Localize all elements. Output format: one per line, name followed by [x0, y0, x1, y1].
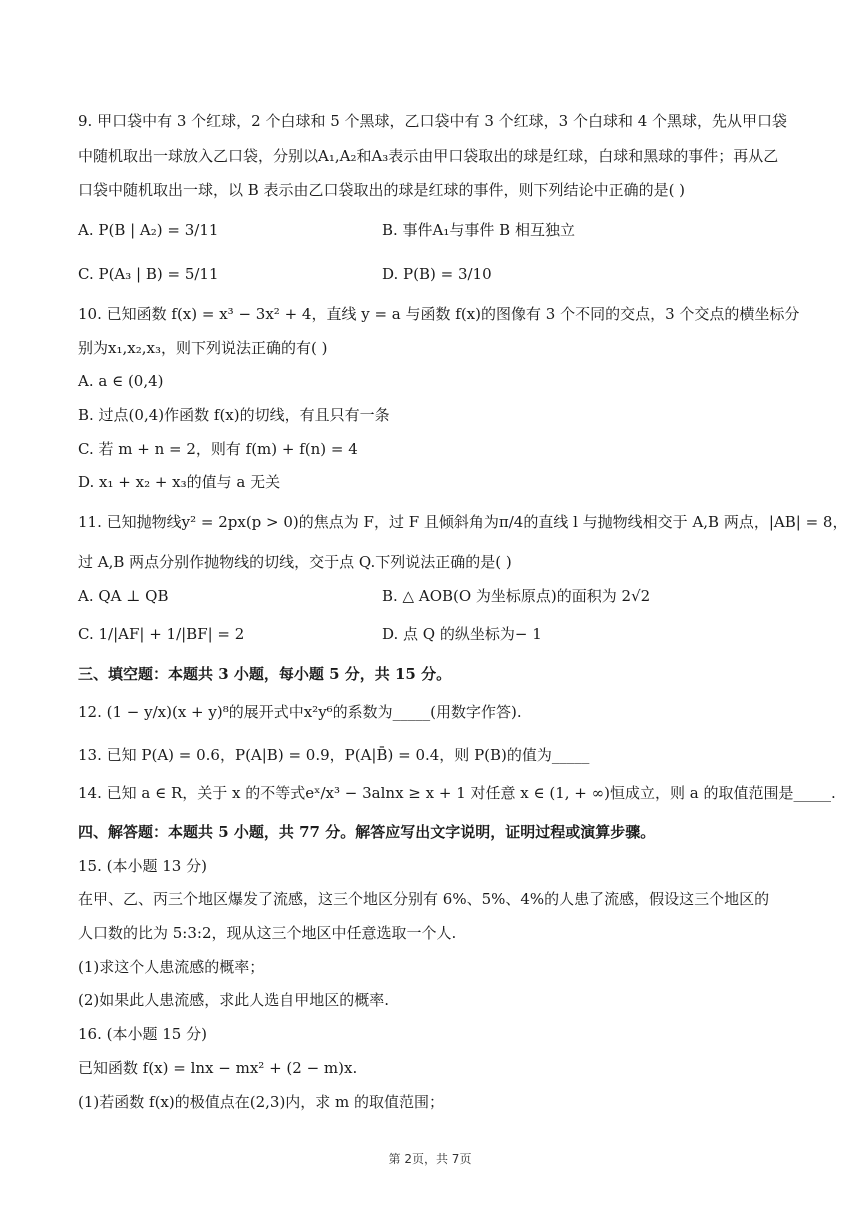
q15-heading: 15. (本小题 13 分) — [78, 857, 207, 875]
q16-line-1: 已知函数 f(x) = lnx − mx² + (2 − m)x. — [78, 1059, 358, 1077]
q15-part-1: (1)求这个人患流感的概率； — [78, 958, 265, 976]
section-4-heading: 四、解答题：本题共 5 小题，共 77 分。解答应写出文字说明，证明过程或演算步骤。 — [78, 823, 656, 841]
q13-line: 13. 已知 P(A) = 0.6，P(A|B) = 0.9，P(A|B̄) = 0.4，则 P(B)的值为_____ — [78, 746, 590, 764]
q11-option-a: A. QA ⊥ QB — [78, 587, 169, 605]
q10-line-1: 10. 已知函数 f(x) = x³ − 3x² + 4，直线 y = a 与函数 f(x)的图像有 3 个不同的交点，3 个交点的横坐标分 — [78, 305, 800, 323]
q15-line-2: 人口数的比为 5:3:2，现从这三个地区中任意选取一个人. — [78, 924, 457, 942]
section-3-heading: 三、填空题：本题共 3 小题，每小题 5 分，共 15 分。 — [78, 665, 452, 683]
q9-line-3: 口袋中随机取出一球，以 B 表示由乙口袋取出的球是红球的事件，则下列结论中正确的是( ) — [78, 181, 686, 199]
q11-line-2: 过 A,B 两点分别作抛物线的切线，交于点 Q.下列说法正确的是( ) — [78, 553, 512, 571]
q10-option-c: C. 若 m + n = 2，则有 f(m) + f(n) = 4 — [78, 440, 358, 458]
q10-option-a: A. a ∈ (0,4) — [78, 372, 164, 390]
q10-option-b: B. 过点(0,4)作函数 f(x)的切线，有且只有一条 — [78, 406, 390, 424]
q9-line-2: 中随机取出一球放入乙口袋，分别以A₁,A₂和A₃表示由甲口袋取出的球是红球，白球和黑球的事件；再从乙 — [78, 147, 779, 165]
q11-line-1: 11. 已知抛物线y² = 2px(p > 0)的焦点为 F，过 F 且倾斜角为π/4的直线 l 与抛物线相交于 A,B 两点，|AB| = 8， — [78, 513, 848, 531]
q15-line-1: 在甲、乙、丙三个地区爆发了流感，这三个地区分别有 6%、5%、4%的人患了流感，假设这三个地区的 — [78, 890, 770, 908]
q15-part-2: (2)如果此人患流感，求此人选自甲地区的概率. — [78, 991, 390, 1009]
q16-part-1: (1)若函数 f(x)的极值点在(2,3)内，求 m 的取值范围； — [78, 1093, 445, 1111]
q14-line: 14. 已知 a ∈ R，关于 x 的不等式eˣ/x³ − 3alnx ≥ x + 1 对任意 x ∈ (1, + ∞)恒成立，则 a 的取值范围是_____. — [78, 784, 836, 802]
q11-option-c: C. 1/|AF| + 1/|BF| = 2 — [78, 625, 245, 643]
q9-option-d: D. P(B) = 3/10 — [382, 265, 492, 283]
q9-option-c: C. P(A₃ | B) = 5/11 — [78, 265, 219, 283]
q9-option-a: A. P(B | A₂) = 3/11 — [78, 221, 219, 239]
q10-option-d: D. x₁ + x₂ + x₃的值与 a 无关 — [78, 473, 281, 491]
q9-option-b: B. 事件A₁与事件 B 相互独立 — [382, 221, 575, 239]
q11-option-b: B. △ AOB(O 为坐标原点)的面积为 2√2 — [382, 587, 651, 605]
q10-line-2: 别为x₁,x₂,x₃，则下列说法正确的有( ) — [78, 339, 328, 357]
q12-line: 12. (1 − y/x)(x + y)⁸的展开式中x²y⁶的系数为_____(用数字作答). — [78, 703, 522, 721]
q16-heading: 16. (本小题 15 分) — [78, 1025, 207, 1043]
q9-line-1: 9. 甲口袋中有 3 个红球，2 个白球和 5 个黑球，乙口袋中有 3 个红球，3 个白球和 4 个黑球，先从甲口袋 — [78, 112, 788, 130]
page-footer: 第 2页，共 7页 — [388, 1152, 472, 1166]
q11-option-d: D. 点 Q 的纵坐标为− 1 — [382, 625, 542, 643]
